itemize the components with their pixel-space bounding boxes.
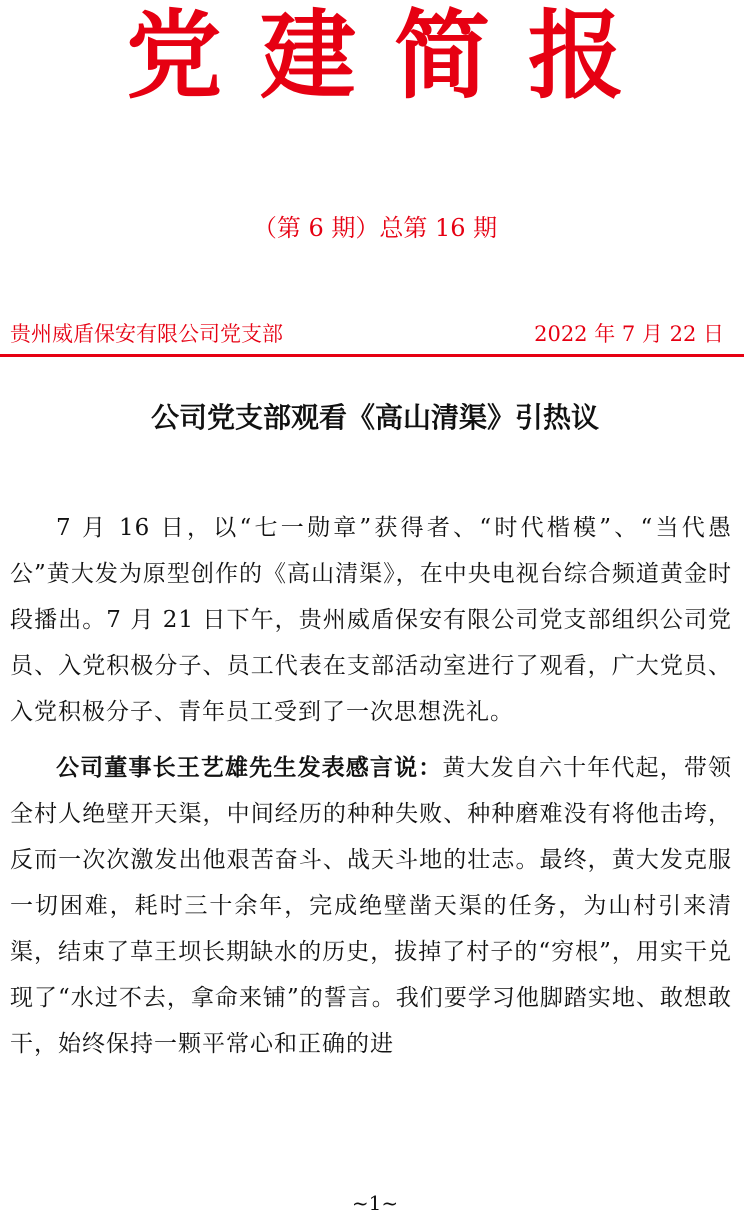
- issue-number: （第 6 期）总第 16 期: [252, 214, 498, 242]
- paragraph-2: [10, 745, 732, 1067]
- masthead-title: 党建简报: [126, 0, 662, 112]
- organization-name: 贵州威盾保安有限公司党支部: [10, 322, 283, 346]
- page-number: ~1~: [351, 1191, 399, 1215]
- article-body: [10, 505, 732, 1077]
- header-divider: [0, 354, 744, 357]
- paragraph-2-body: 黄大发自六十年代起，带领全村人绝壁开天渠，中间经历的种种失败、种种磨难没有将他击垮，反而一次次激发出他艰苦奋斗、战天斗地的壮志。最终，黄大发克服一切困难，耗时三十余年，完成绝壁凿天渠的任务，为山村引来清渠，结束了草王坝长期缺水的历史，拔掉了村子的“穷根”，用实干兑现了“水过不去，拿命来铺”的誓言。我们要学习他脚踏实地、敢想敢干，始终保持一颗平常心和正确的进: [10, 755, 733, 1057]
- paragraph-1: 7 月 16 日，以“七一勋章”获得者、“时代楷模”、“当代愚公”黄大发为原型创作的《高山清渠》，在中央电视台综合频道黄金时段播出。7 月 21 日下午，贵州威盾保安有限公司党支部组织公司党员、入党积极分子、员工代表在支部活动室进行了观看，广大党员、入党积极分子、青年员工受到了一次思想洗礼。: [10, 515, 732, 725]
- article-title: 公司党支部观看《高山清渠》引热议: [150, 401, 599, 434]
- publication-date: 2022 年 7 月 22 日: [534, 322, 724, 346]
- paragraph-2-lead: 公司董事长王艺雄先生发表感言说：: [56, 755, 443, 781]
